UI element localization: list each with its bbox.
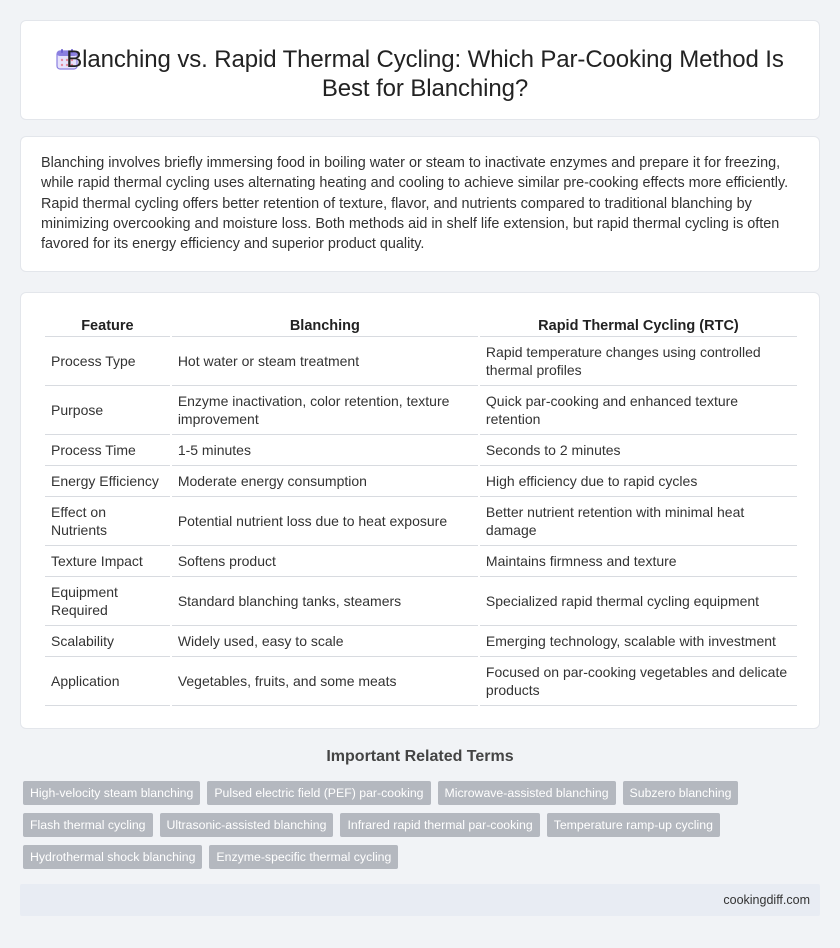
- comparison-table: [43, 311, 799, 706]
- related-term-tag[interactable]: Enzyme-specific thermal cycling: [209, 845, 398, 869]
- blanching-cell: Potential nutrient loss due to heat exposure: [172, 497, 478, 546]
- feature-cell: Equipment Required: [45, 577, 170, 626]
- blanching-cell: Vegetables, fruits, and some meats: [172, 657, 478, 706]
- footer: [20, 884, 820, 916]
- related-term-tag[interactable]: Temperature ramp-up cycling: [547, 813, 720, 837]
- header-blanching: Blanching: [172, 311, 478, 337]
- table-row: [45, 337, 797, 386]
- rtc-cell: Focused on par-cooking vegetables and delicate products: [480, 657, 797, 706]
- table-row: [45, 626, 797, 657]
- intro-paragraph: Blanching involves briefly immersing food in boiling water or steam to inactivate enzymes and prepare it for freezing, while rapid thermal cycling uses alternating heating and cooling to achieve similar pre-cooking effects more efficiently. Rapid thermal cycling offers better retention of texture, flavor, and nutrients compared to traditional blanching by minimizing overcooking and moisture loss. Both methods aid in shelf life extension, but rapid thermal cycling is often favored for its energy efficiency and superior product quality.: [41, 155, 789, 253]
- rtc-cell: Maintains firmness and texture: [480, 546, 797, 577]
- feature-cell: Process Time: [45, 435, 170, 466]
- blanching-cell: Softens product: [172, 546, 478, 577]
- table-row: [45, 497, 797, 546]
- related-term-tag[interactable]: High-velocity steam blanching: [23, 781, 200, 805]
- blanching-cell: Widely used, easy to scale: [172, 626, 478, 657]
- feature-cell: Scalability: [45, 626, 170, 657]
- page-title: Blanching vs. Rapid Thermal Cycling: Which Par-Cooking Method Is Best for Blanching?: [66, 46, 784, 102]
- blanching-cell: Enzyme inactivation, color retention, texture improvement: [172, 386, 478, 435]
- rtc-cell: Better nutrient retention with minimal heat damage: [480, 497, 797, 546]
- footer-site-link[interactable]: cookingdiff.com: [723, 893, 810, 907]
- related-term-tag[interactable]: Hydrothermal shock blanching: [23, 845, 202, 869]
- related-term-tag[interactable]: Flash thermal cycling: [23, 813, 153, 837]
- table-header-row: [45, 311, 797, 337]
- rtc-cell: Specialized rapid thermal cycling equipment: [480, 577, 797, 626]
- related-term-tag[interactable]: Subzero blanching: [623, 781, 739, 805]
- intro-card: [20, 136, 820, 272]
- blanching-cell: Standard blanching tanks, steamers: [172, 577, 478, 626]
- table-row: [45, 386, 797, 435]
- feature-cell: Effect on Nutrients: [45, 497, 170, 546]
- blanching-cell: 1-5 minutes: [172, 435, 478, 466]
- rtc-cell: Quick par-cooking and enhanced texture retention: [480, 386, 797, 435]
- rtc-cell: High efficiency due to rapid cycles: [480, 466, 797, 497]
- related-terms-list: [23, 781, 813, 869]
- feature-cell: Process Type: [45, 337, 170, 386]
- rtc-cell: Rapid temperature changes using controlled thermal profiles: [480, 337, 797, 386]
- feature-cell: Purpose: [45, 386, 170, 435]
- table-row: [45, 546, 797, 577]
- related-term-tag[interactable]: Microwave-assisted blanching: [438, 781, 616, 805]
- table-row: [45, 657, 797, 706]
- table-row: [45, 577, 797, 626]
- related-term-tag[interactable]: Ultrasonic-assisted blanching: [160, 813, 334, 837]
- rtc-cell: Emerging technology, scalable with investment: [480, 626, 797, 657]
- comparison-card: [20, 292, 820, 729]
- related-terms-title: Important Related Terms: [326, 748, 514, 765]
- header-card: [20, 20, 820, 120]
- related-term-tag[interactable]: Infrared rapid thermal par-cooking: [340, 813, 539, 837]
- table-row: [45, 435, 797, 466]
- blanching-cell: Hot water or steam treatment: [172, 337, 478, 386]
- feature-cell: Application: [45, 657, 170, 706]
- header-feature: Feature: [45, 311, 170, 337]
- feature-cell: Energy Efficiency: [45, 466, 170, 497]
- blanching-cell: Moderate energy consumption: [172, 466, 478, 497]
- feature-cell: Texture Impact: [45, 546, 170, 577]
- related-term-tag[interactable]: Pulsed electric field (PEF) par-cooking: [207, 781, 430, 805]
- header-rtc: Rapid Thermal Cycling (RTC): [480, 311, 797, 337]
- rtc-cell: Seconds to 2 minutes: [480, 435, 797, 466]
- table-row: [45, 466, 797, 497]
